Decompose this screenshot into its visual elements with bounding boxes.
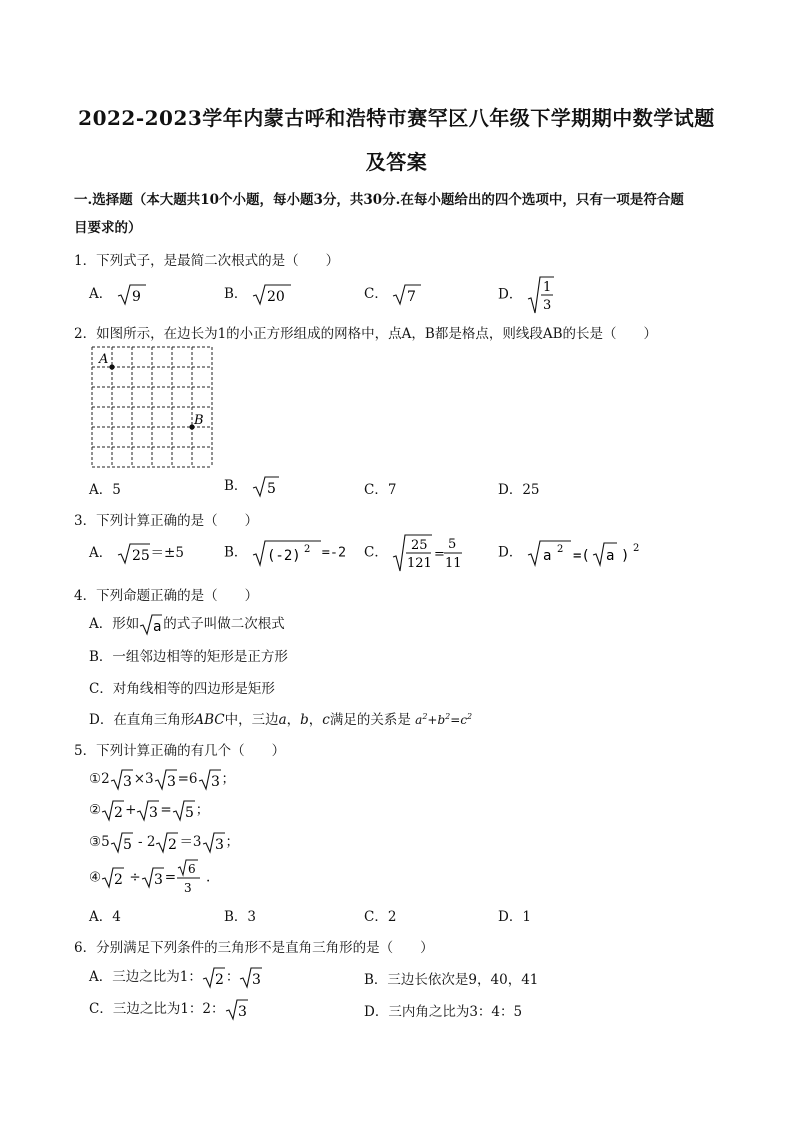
q3-option-d-equals: =( (572, 548, 590, 564)
q5-item-3-radicand-1: 5 (122, 836, 132, 853)
question-4-stem: 4．下列命题正确的是（ ） (74, 588, 259, 604)
q5-item-1-marker: ① (89, 771, 102, 787)
q6-option-c-radicand: 3 (237, 1003, 247, 1020)
q5-item-3-radical-1 (110, 831, 134, 855)
q5-item-2-radicand-1: 2 (114, 804, 124, 821)
q5-item-2-radicand-3: 5 (184, 804, 194, 821)
q3-option-c-expression (392, 533, 468, 573)
q2-option-b-radicand: 5 (266, 480, 276, 497)
section-heading: 一.选择题（本大题共10个小题，每小题3分，共30分.在每小题给出的四个选项中，只有一项是符合题 (74, 192, 684, 208)
q3-option-d-exponent: 2 (556, 544, 563, 555)
q5-item-1 (89, 767, 235, 792)
q3-option-c-numerator: 25 (411, 538, 428, 553)
q4-option-d-mid: 中，三边 (224, 712, 279, 728)
q5-item-3-operator: - 2 (133, 834, 156, 850)
q3-option-a-radicand: 25 (131, 547, 150, 564)
formula-c: c (460, 713, 468, 727)
page-title-continued: 及答案 (365, 150, 428, 174)
q3-option-b-radicand: (-2) (266, 548, 301, 564)
section-heading-continued: 目要求的） (74, 220, 142, 236)
q5-item-1-equals: =6 (177, 771, 198, 787)
q3-option-c-equals: = (434, 547, 446, 562)
q4-option-d-comma-1: ， (286, 712, 301, 728)
formula-b-square: 2 (445, 712, 451, 721)
q5-item-1-operator: ×3 (133, 771, 154, 787)
q4-option-c: C．对角线相等的四边形是矩形 (89, 681, 275, 697)
q1-option-d-radical (527, 275, 555, 315)
q5-item-1-radical-2 (154, 768, 178, 792)
q6-option-c (89, 997, 249, 1022)
q3-option-a-label: A． (89, 545, 113, 561)
q1-option-d-denominator: 3 (542, 298, 551, 313)
q6-option-a-radicand-2: 3 (252, 971, 262, 988)
q5-item-2-equals: = (160, 802, 172, 818)
q4-option-b: B．一组邻边相等的矩形是正方形 (89, 649, 288, 665)
q3-option-b-radical (252, 539, 322, 567)
q2-option-a: A．5 (89, 482, 121, 498)
q5-option-d: D．1 (498, 909, 531, 925)
q1-option-a (89, 282, 147, 307)
q3-option-b-label: B． (224, 544, 248, 561)
q5-option-c: C．2 (364, 909, 397, 925)
q5-item-1-radicand-3: 3 (210, 773, 220, 790)
q6-option-d: D．三内角之比为3：4：5 (364, 1004, 523, 1020)
q4-option-d (89, 708, 472, 728)
q6-option-b: B．三边长依次是9，40，41 (364, 972, 539, 988)
q3-option-d-expression (527, 539, 645, 567)
q2-option-d: D．25 (498, 482, 540, 498)
q3-option-b-result: =-2 (321, 544, 347, 561)
q5-item-4-denominator: 3 (184, 881, 192, 895)
q5-item-1-coef: 2 (101, 771, 110, 787)
q6-option-a-colon: ： (225, 969, 240, 985)
q4-option-d-formula (415, 713, 472, 727)
formula-b: b (437, 713, 446, 727)
q1-option-c (364, 282, 422, 307)
formula-a-square: 2 (422, 712, 428, 721)
q5-item-1-radical-3 (198, 768, 222, 792)
point-a-label: A (99, 352, 109, 367)
q4-option-d-side-b: b (300, 712, 309, 728)
q5-item-4-radical-2 (141, 866, 165, 890)
q3-option-a-radical (117, 542, 151, 566)
q1-option-b (224, 282, 292, 307)
q5-item-2-end: ； (195, 802, 210, 818)
q5-item-3-radicand-3: 3 (214, 836, 224, 853)
q6-option-c-radical (225, 998, 249, 1022)
q5-item-4-radicand-1: 2 (114, 872, 124, 888)
q5-item-3-radicand-2: 2 (168, 836, 178, 853)
q6-option-a (89, 965, 263, 990)
q5-item-4-end: . (206, 869, 211, 886)
question-3-stem: 3．下列计算正确的是（ ） (74, 513, 259, 529)
question-1-stem: 1．下列式子，是最简二次根式的是（ ） (74, 253, 340, 269)
page-title: 2022-2023学年内蒙古呼和浩特市赛罕区八年级下学期期中数学试题 (78, 106, 715, 130)
q3-option-c-rhs-numerator: 5 (448, 537, 457, 552)
q3-option-c (364, 533, 468, 573)
q4-option-d-comma-2: ， (308, 712, 323, 728)
q2-grid-figure (86, 343, 216, 471)
q3-option-d (498, 539, 645, 567)
q1-option-c-label: C． (364, 286, 388, 302)
q1-option-c-radical (392, 283, 422, 307)
q5-item-2-radicand-2: 3 (149, 804, 159, 821)
q5-item-2-radical-3 (172, 799, 196, 823)
q3-option-d-radicand: a (542, 548, 552, 564)
q5-item-3-radical-2 (155, 831, 179, 855)
point-b-label: B (194, 413, 204, 428)
q3-option-b (224, 539, 346, 567)
q5-item-4-equals: = (164, 869, 177, 886)
q2-option-b (224, 474, 280, 499)
q3-option-c-label: C． (364, 544, 388, 561)
q3-option-a-result: ＝±5 (150, 545, 184, 561)
q5-option-b: B．3 (224, 909, 257, 925)
q5-option-a: A．4 (89, 909, 121, 925)
q6-option-a-radical-2 (239, 966, 263, 990)
q5-item-4-marker: ④ (89, 869, 102, 886)
q5-item-2-marker: ② (89, 802, 102, 818)
q5-item-2 (89, 798, 209, 823)
q5-item-4 (89, 858, 210, 898)
q4-option-d-triangle: ABC (194, 712, 225, 728)
q1-option-b-radicand: 20 (266, 288, 285, 305)
formula-equals: = (450, 713, 461, 727)
q5-item-4-fraction (176, 858, 206, 898)
q3-option-c-rhs-denominator: 11 (445, 556, 462, 571)
q3-option-d-close-paren: ) (620, 548, 630, 564)
q1-option-d-numerator: 1 (542, 280, 551, 295)
q5-item-1-radical-1 (110, 768, 134, 792)
q5-item-3-equals: ＝3 (179, 834, 202, 850)
q5-item-1-radicand-1: 3 (122, 773, 132, 790)
q1-option-d-label: D． (498, 286, 523, 303)
q6-option-a-prefix: A．三边之比为1： (89, 969, 202, 985)
q1-option-d (498, 275, 555, 315)
q5-item-2-radical-1 (101, 799, 125, 823)
q5-item-2-radical-2 (136, 799, 160, 823)
q4-option-d-side-a: a (278, 712, 287, 728)
q5-item-4-radical-1 (101, 866, 125, 890)
q3-option-c-denominator: 121 (407, 556, 432, 571)
q5-item-1-end: ； (221, 771, 236, 787)
q5-item-4-operator: ÷ (125, 869, 141, 886)
question-2-stem: 2．如图所示，在边长为1的小正方形组成的网格中，点A，B都是格点，则线段AB的长是（ ） (74, 326, 658, 342)
q3-option-d-exponent-2: 2 (632, 543, 639, 554)
q6-option-c-prefix: C．三边之比为1：2： (89, 1001, 225, 1017)
q1-option-c-radicand: 7 (407, 288, 417, 305)
formula-a: a (415, 713, 423, 727)
q3-option-b-exponent: 2 (303, 544, 311, 555)
q4-option-a-suffix: 的式子叫做二次根式 (163, 616, 285, 632)
q5-item-3-marker: ③ (89, 834, 102, 850)
q5-item-4-numerator: 6 (188, 862, 196, 876)
q4-option-a-radicand: a (153, 618, 162, 635)
q1-option-a-label: A． (89, 286, 113, 302)
q4-option-d-prefix: D．在直角三角形 (89, 712, 195, 728)
q5-item-2-operator: + (125, 802, 137, 818)
q1-option-b-radical (252, 283, 292, 307)
q5-item-3-radical-3 (202, 831, 226, 855)
question-5-stem: 5．下列计算正确的有几个（ ） (74, 743, 286, 759)
q5-item-4-radicand-2: 3 (153, 872, 163, 888)
q1-option-b-label: B． (224, 286, 248, 302)
q5-item-3-end: ； (225, 834, 240, 850)
q4-option-a-radical (139, 613, 163, 637)
q5-item-3 (89, 830, 239, 855)
q5-item-1-radicand-2: 3 (166, 773, 176, 790)
q5-item-3-coef: 5 (101, 834, 110, 850)
point-a-marker (109, 364, 114, 369)
q6-option-a-radicand-1: 2 (214, 971, 224, 988)
q2-option-c: C．7 (364, 482, 397, 498)
q1-option-a-radical (117, 283, 147, 307)
q4-option-a (89, 612, 285, 637)
q3-option-a (89, 541, 184, 566)
formula-c-square: 2 (467, 712, 473, 721)
q2-option-b-label: B． (224, 478, 248, 494)
q6-option-a-radical-1 (202, 966, 226, 990)
q4-option-d-suffix: 满足的关系是 (329, 712, 411, 728)
q3-option-d-radicand-2: a (605, 548, 615, 564)
q1-option-a-radicand: 9 (131, 288, 141, 305)
formula-plus: + (427, 713, 438, 727)
q3-option-d-label: D． (498, 544, 523, 561)
q4-option-a-prefix: A．形如 (89, 616, 140, 632)
q2-option-b-radical (252, 475, 280, 499)
q4-option-d-side-c: c (322, 712, 330, 728)
question-6-stem: 6．分别满足下列条件的三角形不是直角三角形的是（ ） (74, 940, 434, 956)
